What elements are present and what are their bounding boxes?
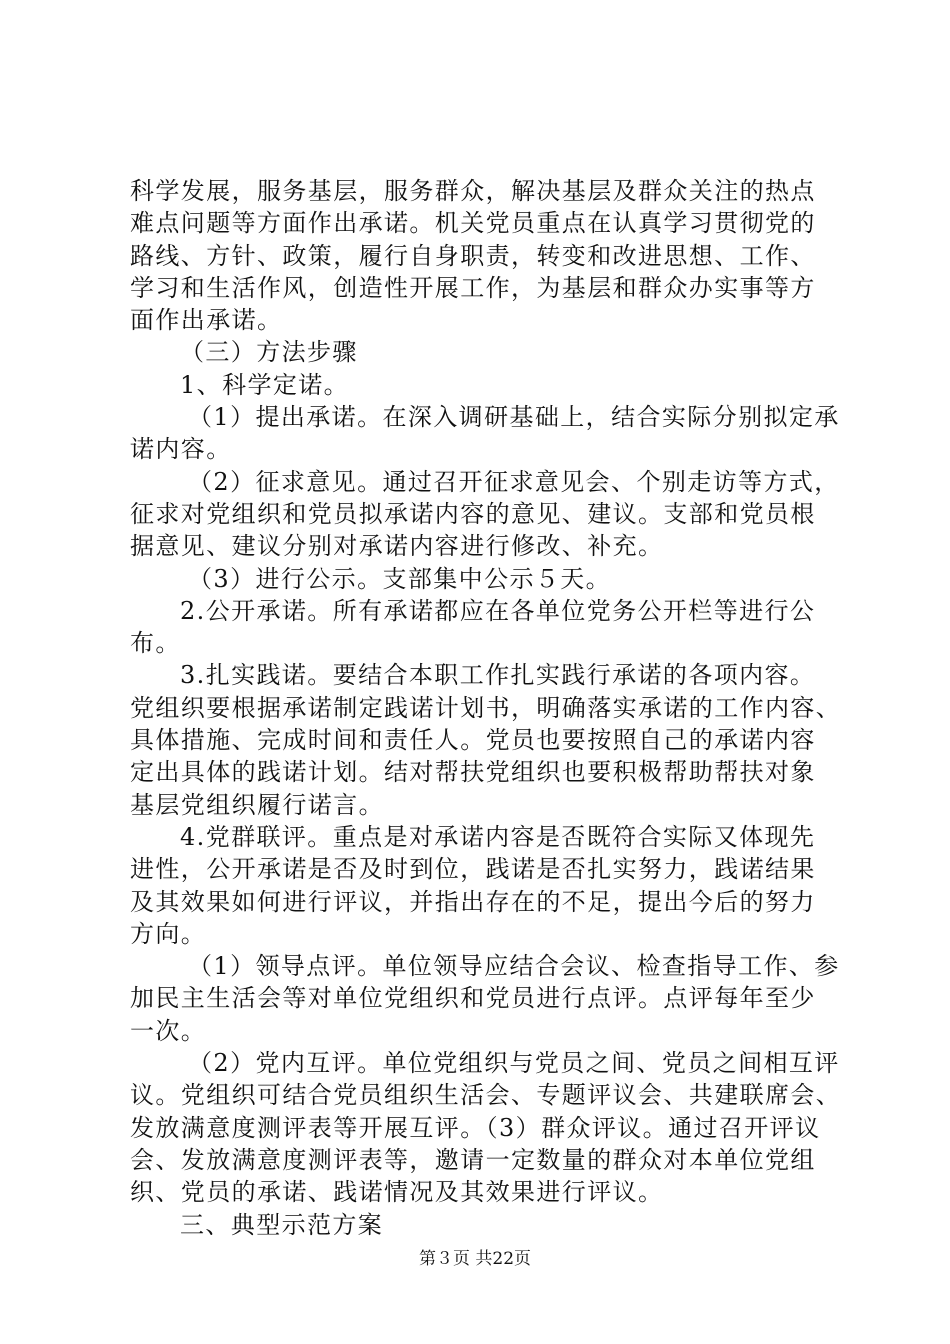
text-line: 3.扎实践诺。要结合本职工作扎实践行承诺的各项内容。 <box>180 661 816 690</box>
text-line: （2）征求意见。通过召开征求意见会、个别走访等方式， <box>188 467 840 496</box>
text-line: 定出具体的践诺计划。结对帮扶党组织也要积极帮助帮扶对象 <box>130 758 816 787</box>
text-line: 三、典型示范方案 <box>180 1210 384 1239</box>
text-line: 路线、方针、政策，履行自身职责，转变和改进思想、工作、 <box>130 241 816 270</box>
text-line: 科学发展，服务基层，服务群众，解决基层及群众关注的热点 <box>130 177 816 205</box>
text-line: 学习和生活作风，创造性开展工作，为基层和群众办实事等方 <box>130 273 816 302</box>
document-body <box>130 175 842 1241</box>
text-line: （2）党内互评。单位党组织与党员之间、党员之间相互评 <box>188 1049 840 1078</box>
text-line: 一次。 <box>130 1016 207 1045</box>
text-line: 及其效果如何进行评议，并指出存在的不足，提出今后的努力 <box>130 887 816 916</box>
text-line: 具体措施、完成时间和责任人。党员也要按照自己的承诺内容 <box>130 726 816 755</box>
text-line: 会、发放满意度测评表等，邀请一定数量的群众对本单位党组 <box>130 1145 816 1174</box>
text-line: 方向。 <box>130 919 207 948</box>
page-footer: 第３页 共22页 <box>418 1249 532 1269</box>
text-line: 党组织要根据承诺制定践诺计划书，明确落实承诺的工作内容、 <box>130 693 842 722</box>
text-line: 布。 <box>130 629 181 658</box>
text-line: 加民主生活会等对单位党组织和党员进行点评。点评每年至少 <box>130 984 816 1013</box>
text-line: 难点问题等方面作出承诺。机关党员重点在认真学习贯彻党的 <box>130 209 816 238</box>
text-line: （三）方法步骤 <box>180 338 358 367</box>
text-line: 2.公开承诺。所有承诺都应在各单位党务公开栏等进行公 <box>180 596 816 625</box>
text-line: 诺内容。 <box>130 435 232 464</box>
text-line: （1）领导点评。单位领导应结合会议、检查指导工作、参 <box>188 952 840 981</box>
text-line: 织、党员的承诺、践诺情况及其效果进行评议。 <box>130 1178 664 1207</box>
text-line: 1、科学定诺。 <box>180 370 350 399</box>
text-line: （3）进行公示。支部集中公示５天。 <box>188 564 612 593</box>
text-line: 征求对党组织和党员拟承诺内容的意见、建议。支部和党员根 <box>130 499 816 528</box>
text-line: 面作出承诺。 <box>130 306 283 335</box>
text-line: 发放满意度测评表等开展互评。（3）群众评议。通过召开评议 <box>130 1113 821 1142</box>
text-line: 议。党组织可结合党员组织生活会、专题评议会、共建联席会、 <box>130 1081 842 1110</box>
text-line: 进性，公开承诺是否及时到位，践诺是否扎实努力，践诺结果 <box>130 855 816 884</box>
text-line: 基层党组织履行诺言。 <box>130 790 384 819</box>
text-line: 4.党群联评。重点是对承诺内容是否既符合实际又体现先 <box>180 822 816 851</box>
text-line: （1）提出承诺。在深入调研基础上，结合实际分别拟定承 <box>188 403 840 432</box>
text-line: 据意见、建议分别对承诺内容进行修改、补充。 <box>130 532 664 561</box>
